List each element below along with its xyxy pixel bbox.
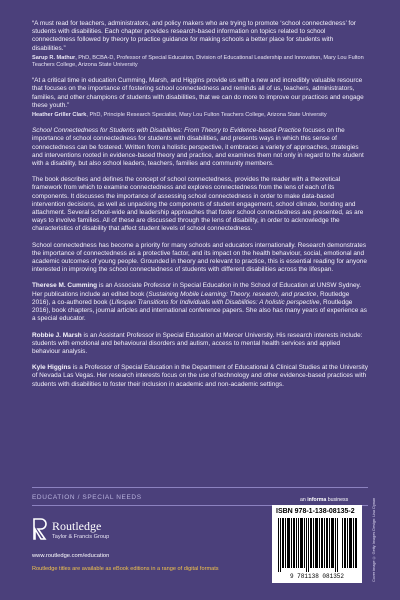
bio-higgins bbox=[32, 364, 368, 389]
quote-2-affiliation: , PhD, Principle Research Specialist, Mary Lou Fulton Teachers College, Arizona State University bbox=[86, 112, 327, 119]
bio-marsh-name: Robbie J. Marsh bbox=[32, 331, 82, 339]
routledge-r-icon bbox=[32, 517, 48, 541]
bio-cumming-text-2: , Routledge 2016), a co-authored book ( bbox=[32, 290, 350, 306]
publisher-url[interactable]: www.routledge.com/education bbox=[32, 553, 110, 559]
informa-business bbox=[300, 497, 348, 503]
bio-cumming-text-1: is an Associate Professor in Special Education in the School of Education at UNSW Sydney. Her publications include an edited book ( bbox=[32, 282, 362, 298]
description-paragraph-1 bbox=[32, 127, 368, 168]
bio-marsh bbox=[32, 332, 368, 357]
bio-higgins-text: is a Professor of Special Education in the Department of Educational & Clinical Studies at the University of Nevada Las Vegas. Her research interests focus on the use of technology and other evidence-based practices with students with disabilities to foster their inclusion in academic and non-academic settings. bbox=[32, 364, 368, 388]
publisher-name: Routledge bbox=[52, 519, 102, 533]
informa-suffix: business bbox=[326, 497, 349, 503]
bio-higgins-name: Kyle Higgins bbox=[32, 364, 71, 372]
book-title-italic: School Connectedness for Students with Disabilities: From Theory to Evidence-based Practice bbox=[32, 127, 302, 135]
publisher-group: Taylor & Francis Group bbox=[52, 534, 110, 540]
bio-marsh-text: is an Assistant Professor in Special Education at Mercer University. His research interests include: students with emotional and behavioural disorders and autism, access to mental health services and applied behaviour analysis. bbox=[32, 331, 363, 355]
cover-credit: Cover image © Getty Images Design: Lisa Dynan bbox=[372, 497, 376, 582]
barcode-panel bbox=[272, 505, 362, 583]
description-paragraph-2: The book describes and defines the concept of school connectedness, provides the reader with a theoretical framework from which to examine connectedness and explores connectedness from the lens of each of its components. It discusses the importance of assessing school connectedness in order to make data-based intervention decisions, as well as unpacking the components of student engagement, school climate, bonding and attachment. Several school-wide and leadership approaches that foster school connectedness are presented, as are ways to involve families. All of these are discussed through the lens of disability, in order to acknowledge the characteristics of disability that affect student levels of school connectedness. bbox=[32, 176, 364, 233]
subject-category: EDUCATION / SPECIAL NEEDS bbox=[32, 494, 142, 501]
quote-1-author: Sarup R. Mathur bbox=[32, 54, 76, 61]
quote-1: “A must read for teachers, administrators, and policy makers who are trying to promote ‘school connectedness’ for students with disabilities. Each chapter provides research-based information on topics related to school connectedness followed by theory to practice guidance for making schools a better place for students with disabilities.” bbox=[32, 20, 356, 52]
informa-prefix: an bbox=[300, 497, 308, 503]
description-1-body: focuses on the importance of school connectedness for students with disabilities, and presents ways in which this sense of connectedness can be fostered. Written from a holistic perspective, it embraces a variety of approaches, strategies and interventions rooted in evidence-based theory and practice, and examines them not only in regard to the student with a disability, but also school leaders, teachers, families and community members. bbox=[32, 127, 364, 168]
divider-top bbox=[32, 487, 368, 488]
quote-2-author: Heather Griller Clark bbox=[32, 112, 87, 119]
isbn-label: ISBN 978-1-138-08135-2 bbox=[276, 508, 355, 515]
quote-1-attribution bbox=[32, 55, 368, 69]
quote-2: “At a critical time in education Cumming, Marsh, and Higgins provide us with a new and incredibly valuable resource that focuses on the importance of fostering school connectedness and reminds all of us, teachers, administrators, families, and other champions of students with disabilities, that we can do more to improve our practices and engage these youth.” bbox=[32, 77, 364, 109]
bio-cumming bbox=[32, 282, 368, 323]
routledge-logo bbox=[32, 517, 172, 547]
bio-cumming-text-3: , Routledge 2016), book chapters, journal articles and international conference papers. She also has many years of experience as a special educator. bbox=[32, 298, 367, 323]
bio-cumming-book-1: Sustaining Mobile Learning: Theory, research, and practice bbox=[148, 290, 317, 298]
bio-cumming-book-2: Lifespan Transitions for Individuals with Disabilities: A holistic perspective bbox=[111, 298, 320, 306]
quote-2-attribution bbox=[32, 112, 368, 119]
cover-text bbox=[32, 20, 368, 397]
barcode-icon bbox=[278, 518, 338, 572]
price-barcode-icon bbox=[342, 518, 358, 568]
ebook-note: Routledge titles are available as eBook editions in a range of digital formats bbox=[32, 566, 219, 572]
quote-1-affiliation: , PhD, BCBA-D, Professor of Special Education, Division of Educational Leadership and Innovation, Mary Lou Fulton Teachers College, Arizona State University bbox=[32, 54, 364, 69]
barcode-number: 9 781138 081352 bbox=[289, 573, 344, 580]
description-paragraph-3: School connectedness has become a priority for many schools and educators internationally. Research demonstrates the importance of connectedness as a protective factor, and its impact on the health behaviour, social, emotional and academic outcomes of young people. Grounded in theory and relevant to practice, this is essential reading for anyone interested in improving the school connectedness of students with different disabilities across the lifespan. bbox=[32, 241, 367, 274]
informa-brand: informa bbox=[307, 497, 327, 503]
bio-cumming-name: Therese M. Cumming bbox=[32, 282, 98, 290]
